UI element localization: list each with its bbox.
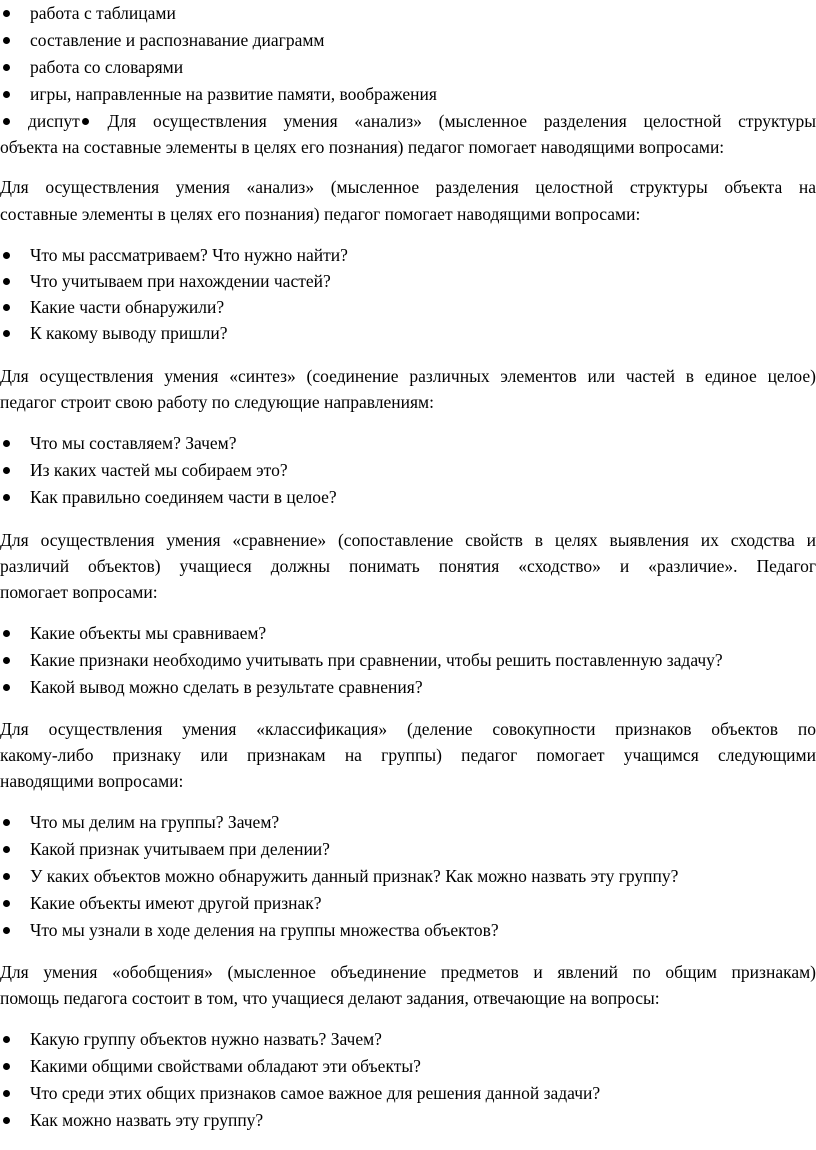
list-item: У каких объектов можно обнаружить данный признак? Как можно назвать эту группу? [0, 863, 816, 889]
list-item-merged [0, 108, 816, 134]
list-item: Что учитываем при нахождении частей? [0, 268, 816, 294]
list-item: Какими общими свойствами обладают эти объекты? [0, 1053, 816, 1079]
bullet-icon [3, 900, 10, 907]
list-item: Какую группу объектов нужно назвать? Зачем? [0, 1026, 816, 1052]
list-item: работа с таблицами [0, 0, 816, 26]
bullet-icon [3, 927, 10, 934]
list-item: Что мы узнали в ходе деления на группы множества объектов? [0, 917, 816, 943]
bullet-icon [3, 1063, 10, 1070]
list-item: Какие объекты имеют другой признак? [0, 890, 816, 916]
list-item: работа со словарями [0, 54, 816, 80]
bullet-icon [3, 330, 10, 337]
paragraph-line: Для осуществления умения «классификация» (деление совокупности признаков объектов по [0, 719, 816, 739]
bullet-icon [3, 37, 10, 44]
bullet-icon [82, 118, 89, 125]
list-item: Как можно назвать эту группу? [0, 1107, 816, 1133]
paragraph-line: наводящими вопросами: [0, 771, 184, 791]
bullet-icon [3, 1090, 10, 1097]
list-item: Какие части обнаружили? [0, 294, 816, 320]
list-item: Что мы делим на группы? Зачем? [0, 809, 816, 835]
paragraph-line: помогает вопросами: [0, 582, 158, 602]
paragraph-line: Для осуществления умения «сравнение» (сопоставление свойств в целях выявления их сходства и [0, 530, 816, 550]
paragraph-line: объекта на составные элементы в целях его познания) педагог помогает наводящими вопросами: [0, 137, 725, 157]
paragraph-line: педагог строит свою работу по следующие направлениям: [0, 392, 434, 412]
list-item: Что мы составляем? Зачем? [0, 430, 816, 456]
bullet-icon [3, 657, 10, 664]
list-item: Что мы рассматриваем? Что нужно найти? [0, 242, 816, 268]
list-item: Из каких частей мы собираем это? [0, 457, 816, 483]
list-item: составление и распознавание диаграмм [0, 27, 816, 53]
paragraph-line: Для осуществления умения «анализ» (мысленное разделения целостной структуры объекта на [0, 177, 816, 197]
list-item: Как правильно соединяем части в целое? [0, 484, 816, 510]
paragraph-line: Для умения «обобщения» (мысленное объединение предметов и явлений по общим признакам) [0, 962, 816, 982]
bullet-icon [3, 846, 10, 853]
bullet-icon [3, 304, 10, 311]
bullet-icon [3, 1036, 10, 1043]
bullet-icon [3, 10, 10, 17]
paragraph-line: какому-либо признаку или признакам на группы) педагог помогает учащимся следующими [0, 745, 816, 765]
bullet-icon [3, 630, 10, 637]
list-item: Какой вывод можно сделать в результате сравнения? [0, 674, 816, 700]
merged-line-1: диспут Для осуществления умения «анализ» (мысленное разделения целостной структуры [28, 111, 816, 131]
bullet-icon [3, 118, 10, 125]
list-item: Какие признаки необходимо учитывать при сравнении, чтобы решить поставленную задачу? [0, 647, 816, 673]
list-item: К какому выводу пришли? [0, 320, 816, 346]
bullet-icon [3, 494, 10, 501]
bullet-icon [3, 252, 10, 259]
bullet-icon [3, 440, 10, 447]
bullet-icon [3, 684, 10, 691]
list-item: Какой признак учитываем при делении? [0, 836, 816, 862]
paragraph-line: различий объектов) учащиеся должны понимать понятия «сходство» и «различие». Педагог [0, 556, 816, 576]
bullet-icon [3, 467, 10, 474]
bullet-icon [3, 278, 10, 285]
paragraph-line: Для осуществления умения «синтез» (соединение различных элементов или частей в единое целое) [0, 366, 816, 386]
bullet-icon [3, 1117, 10, 1124]
bullet-icon [3, 64, 10, 71]
paragraph-line: помощь педагога состоит в том, что учащиеся делают задания, отвечающие на вопросы: [0, 988, 660, 1008]
list-item: игры, направленные на развитие памяти, воображения [0, 81, 816, 107]
list-item: Что среди этих общих признаков самое важное для решения данной задачи? [0, 1080, 816, 1106]
paragraph-line: составные элементы в целях его познания) педагог помогает наводящими вопросами: [0, 204, 641, 224]
bullet-icon [3, 873, 10, 880]
bullet-icon [3, 91, 10, 98]
list-item: Какие объекты мы сравниваем? [0, 620, 816, 646]
bullet-icon [3, 819, 10, 826]
